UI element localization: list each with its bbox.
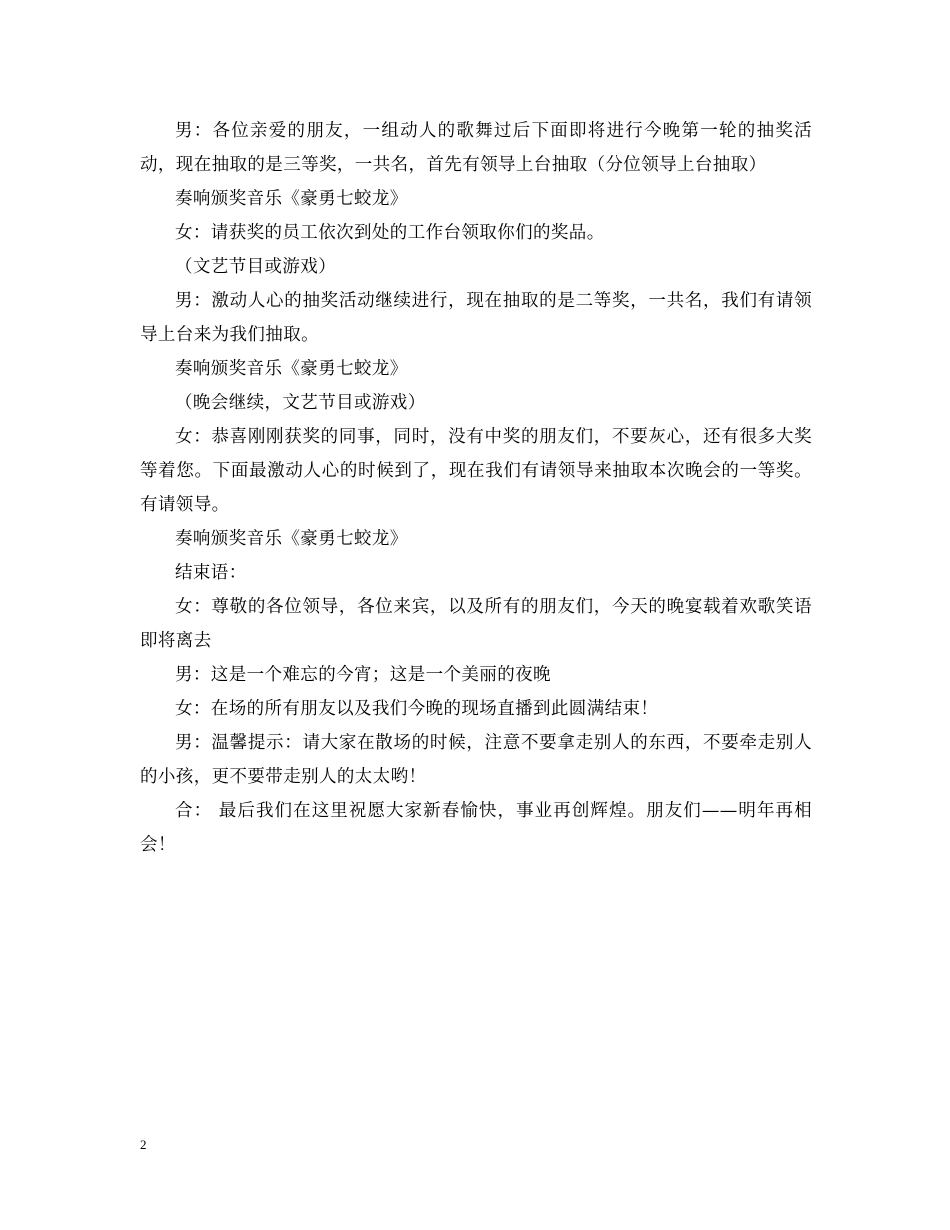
paragraph: （文艺节目或游戏）: [175, 257, 337, 277]
paragraph: 男：这是一个难忘的今宵；这是一个美丽的夜晚: [175, 665, 551, 685]
document-body: [140, 114, 812, 862]
paragraph: 女：请获奖的员工依次到处的工作台领取你们的奖品。: [175, 223, 605, 243]
paragraph: 女：尊敬的各位领导，各位来宾，以及所有的朋友们，今天的晚宴载着欢歌笑语即将离去: [140, 597, 812, 651]
page-number: 2: [140, 1137, 147, 1152]
paragraph: 男：温馨提示：请大家在散场的时候，注意不要拿走别人的东西，不要牵走别人的小孩，更不要带走别人的太太哟！: [140, 733, 812, 787]
paragraph: 合： 最后我们在这里祝愿大家新春愉快，事业再创辉煌。朋友们——明年再相会！: [140, 801, 812, 855]
paragraph: 奏响颁奖音乐《豪勇七蛟龙》: [175, 529, 408, 549]
paragraph: 女：在场的所有朋友以及我们今晚的现场直播到此圆满结束！: [175, 699, 659, 719]
paragraph: 男：激动人心的抽奖活动继续进行，现在抽取的是二等奖，一共名，我们有请领导上台来为我们抽取。: [140, 291, 812, 345]
paragraph: 结束语：: [175, 563, 247, 583]
paragraph: 奏响颁奖音乐《豪勇七蛟龙》: [175, 189, 408, 209]
paragraph: 奏响颁奖音乐《豪勇七蛟龙》: [175, 359, 408, 379]
paragraph: 女：恭喜刚刚获奖的同事，同时，没有中奖的朋友们，不要灰心，还有很多大奖等着您。下面最激动人心的时候到了，现在我们有请领导来抽取本次晚会的一等奖。有请领导。: [140, 427, 812, 515]
paragraph: 男：各位亲爱的朋友，一组动人的歌舞过后下面即将进行今晚第一轮的抽奖活动，现在抽取的是三等奖，一共名，首先有领导上台抽取（分位领导上台抽取）: [140, 121, 812, 175]
paragraph: （晚会继续，文艺节目或游戏）: [175, 393, 426, 413]
